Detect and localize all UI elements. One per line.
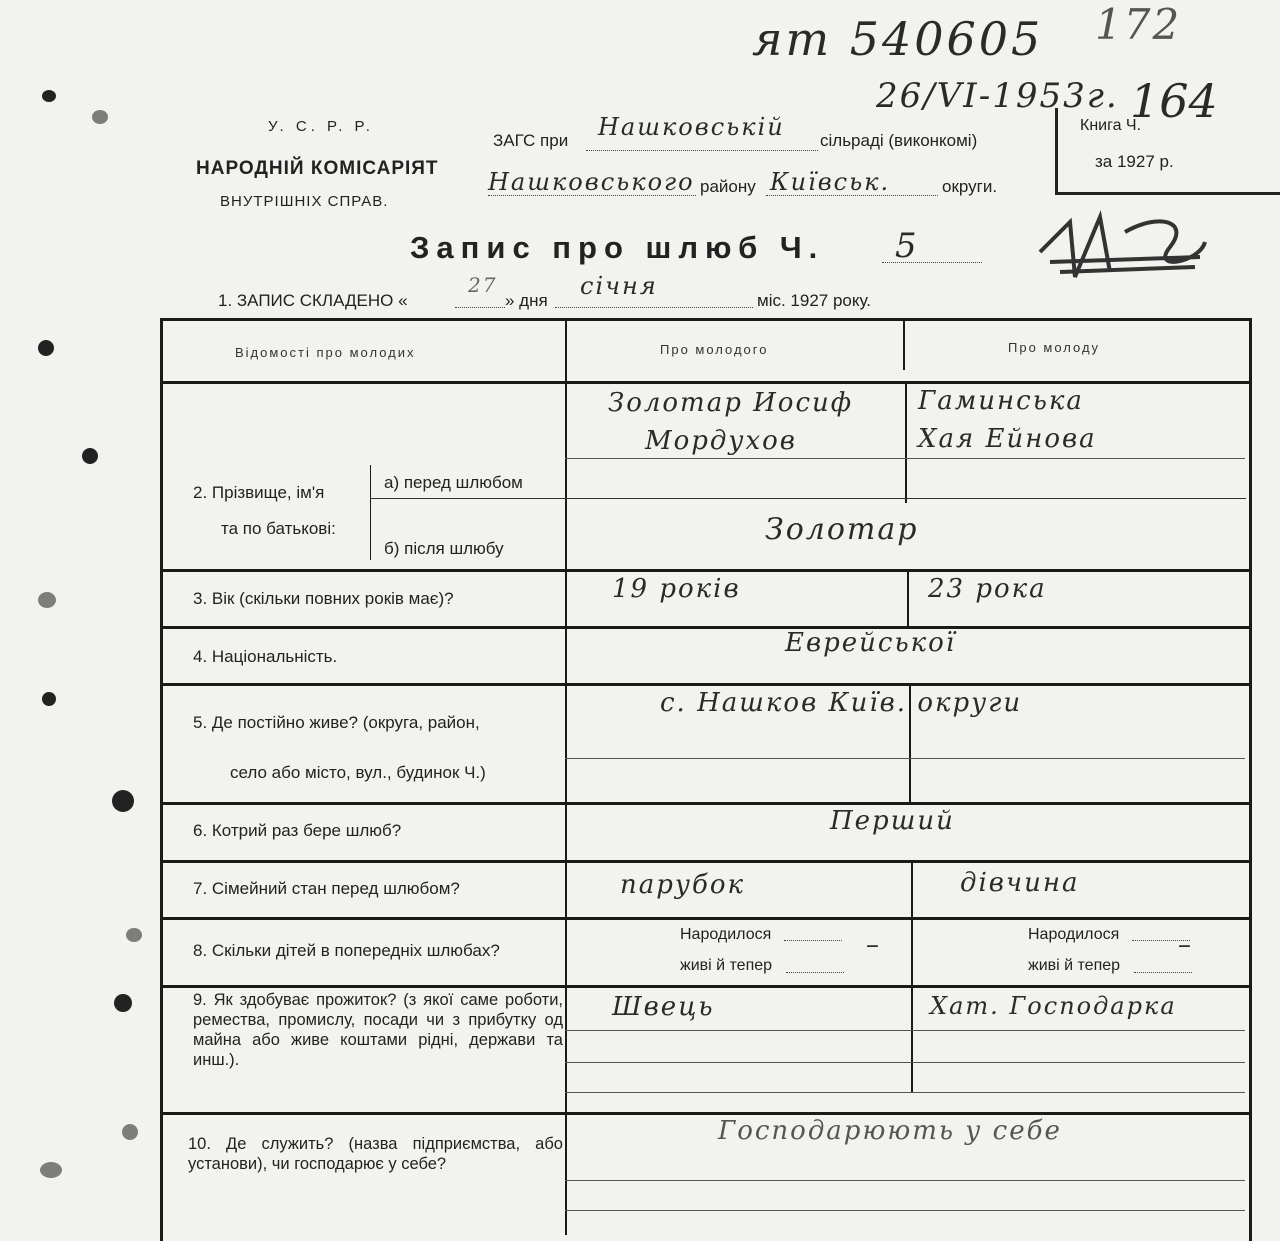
dotted-rule (766, 195, 938, 196)
column-divider (907, 572, 909, 627)
internal-affairs-heading: ВНУТРІШНІХ СПРАВ. (220, 193, 389, 210)
employment-value: Господарюють у себе (718, 1116, 1062, 1146)
name-after-value: Золотар (765, 512, 919, 547)
punch-hole (122, 1124, 138, 1140)
record-month: січня (580, 272, 658, 300)
row-divider (160, 985, 1252, 988)
book-number: 164 (1130, 74, 1218, 128)
dotted-rule (784, 940, 842, 941)
zags-label: ЗАГС при (493, 131, 569, 150)
bride-marital-status: дівчина (960, 868, 1080, 898)
header-bride: Про молоду (1008, 340, 1101, 355)
dotted-rule (455, 307, 505, 308)
bride-born-label: Народилося (1028, 926, 1120, 943)
name-before-label: а) перед шлюбом (384, 473, 523, 492)
row-divider (160, 683, 1252, 686)
name-label-line1: 2. Прізвище, ім'я (193, 483, 325, 502)
bride-occupation: Хат. Господарка (930, 992, 1177, 1020)
row-subdivider (565, 1030, 1245, 1031)
dotted-rule (1134, 972, 1192, 973)
commissariat-heading: НАРОДНІЙ КОМІСАРІЯТ (196, 158, 439, 179)
groom-name-line2: Мордухов (645, 426, 797, 456)
bride-children-value: – (1178, 930, 1193, 960)
row-divider (160, 626, 1252, 629)
row-divider (160, 569, 1252, 572)
okrug-label: округи. (942, 177, 998, 196)
age-label: 3. Вік (скільки повних років має)? (193, 589, 454, 608)
row-subdivider (565, 458, 1245, 459)
signature-scribble (1030, 202, 1210, 292)
marital-status-label: 7. Сімейний стан перед шлюбом? (193, 879, 460, 898)
row-divider (160, 381, 1252, 384)
bride-name-line2: Хая Ейнова (918, 424, 1097, 454)
nationality-value: Еврейської (785, 628, 957, 658)
children-label: 8. Скільки дітей в попередніх шлюбах? (193, 941, 500, 960)
punch-hole (112, 790, 134, 812)
row-divider (160, 1112, 1252, 1115)
punch-hole (92, 110, 108, 124)
groom-marital-status: парубок (620, 870, 746, 900)
punch-hole (38, 340, 54, 356)
groom-children-value: – (866, 930, 881, 960)
archive-number: ят 540605 (752, 12, 1044, 66)
residence-label-line2: село або місто, вул., будинок Ч.) (230, 763, 486, 782)
dotted-rule (882, 262, 982, 263)
row-subdivider (565, 758, 1245, 759)
dotted-rule (786, 972, 844, 973)
nationality-label: 4. Національність. (193, 647, 338, 666)
residence-label-line1: 5. Де постійно живе? (округа, район, (193, 713, 480, 732)
bride-alive-label: живі й тепер (1028, 957, 1121, 974)
dotted-rule (555, 307, 753, 308)
okrug-value: Київськ. (770, 168, 891, 196)
record-day-suffix: » дня (505, 291, 548, 310)
row-divider (160, 802, 1252, 805)
ussr-heading: У. С. Р. Р. (268, 118, 374, 135)
groom-age: 19 років (612, 574, 741, 604)
record-day: 27 (468, 273, 498, 297)
employment-label: 10. Де служить? (назва підприємства, або установи), чи господарює у себе? (188, 1135, 563, 1173)
row-subdivider (565, 1210, 1245, 1211)
marriage-count-value: Перший (830, 806, 955, 836)
page-title: Запис про шлюб Ч. (410, 230, 825, 265)
groom-name-line1: Золотар Иосиф (608, 388, 854, 418)
marriage-count-label: 6. Котрий раз бере шлюб? (193, 821, 402, 840)
punch-hole (126, 928, 142, 942)
punch-hole (38, 592, 56, 608)
groom-born-label: Народилося (680, 926, 772, 943)
column-divider (903, 320, 905, 370)
column-divider (911, 862, 913, 1092)
record-year: міс. 1927 року. (757, 291, 872, 310)
punch-hole (42, 90, 56, 102)
dotted-rule (586, 150, 818, 151)
zags-village-value: Нашковській (598, 113, 785, 141)
record-number: 5 (895, 226, 919, 266)
bride-name-line1: Гаминська (918, 386, 1084, 416)
district-label: району (700, 177, 756, 196)
row-subdivider (370, 498, 1246, 499)
dotted-rule (488, 195, 696, 196)
corner-note: 172 (1095, 0, 1182, 49)
book-label: Книга Ч. (1080, 117, 1142, 134)
groom-occupation: Швець (612, 992, 715, 1022)
row-divider (160, 860, 1252, 863)
residence-value: с. Нашков Київ. округи (660, 688, 1023, 718)
punch-hole (42, 692, 56, 706)
punch-hole (82, 448, 98, 464)
bride-age: 23 рока (928, 574, 1047, 604)
groom-alive-label: живі й тепер (680, 957, 773, 974)
column-divider (370, 465, 371, 560)
column-divider (905, 383, 907, 503)
record-label: 1. ЗАПИС СКЛАДЕНО « (218, 291, 408, 310)
row-subdivider (565, 1180, 1245, 1181)
punch-hole (114, 994, 132, 1012)
name-label-line2: та по батькові: (221, 519, 336, 538)
book-year: за 1927 р. (1095, 152, 1174, 171)
name-after-label: б) після шлюбу (384, 539, 504, 558)
header-groom: Про молодого (660, 342, 769, 357)
row-subdivider (565, 1062, 1245, 1063)
header-info: Відомості про молодих (235, 345, 416, 360)
zags-suffix: сільраді (виконкомі) (820, 131, 978, 150)
punch-hole (40, 1162, 62, 1178)
row-divider (160, 917, 1252, 920)
archive-date: 26/VI-1953г. (876, 76, 1119, 116)
district-value: Нашковського (488, 168, 695, 196)
living-label: 9. Як здобуває прожиток? (з якої саме роботи, ремества, промислу, посади чи з прибутку од майна або живе коштами рідні, держави та инш.). (193, 991, 563, 1069)
row-subdivider (565, 1092, 1245, 1093)
